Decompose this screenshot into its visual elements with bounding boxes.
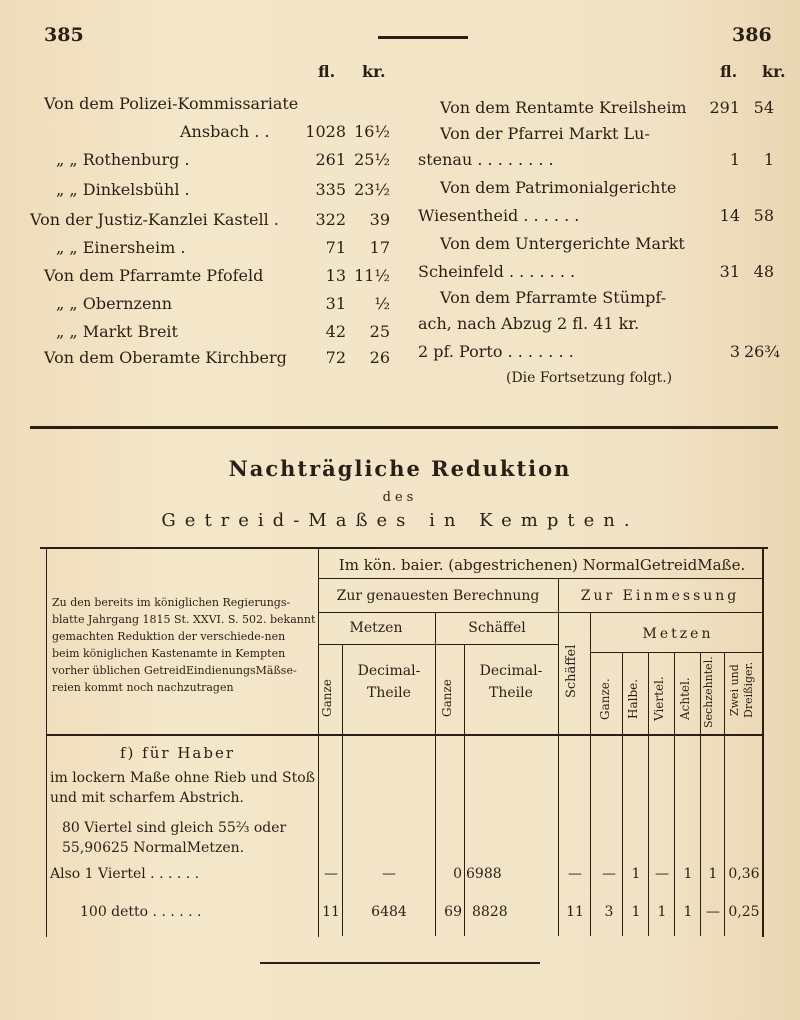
section-subtitle: Getreid-Maßes in Kempten. — [161, 510, 639, 531]
right-entry-label: Von dem Rentamte Kreilsheim — [440, 98, 687, 117]
left-entry-kr: 16½ — [354, 122, 390, 141]
left-entry-fl: 261 — [315, 150, 346, 169]
section-description: im lockern Maße ohne Rieb und Stoß und mit scharfem Abstrich. — [50, 770, 316, 806]
header-rule-1 — [318, 578, 764, 579]
cell-metzen-ganze: — — [324, 866, 338, 882]
right-kr-header: kr. — [762, 62, 786, 81]
cell-measure-ganze: — — [602, 866, 616, 882]
page-number-right: 386 — [732, 24, 772, 46]
right-entry-fl: 31 — [719, 262, 740, 281]
header-sub-halbe: Halbe. — [626, 678, 640, 720]
table-row-label: 100 detto . . . . . . — [80, 904, 202, 920]
col-divider — [674, 652, 675, 936]
left-entry-fl: 31 — [325, 294, 346, 313]
cell-measure-viertel: — — [655, 866, 669, 882]
cell-measure-achtel: 1 — [683, 866, 693, 882]
metzen-schaeffel-divider — [435, 612, 436, 936]
section-divider — [30, 426, 778, 429]
continuation-note: (Die Fortsetzung folgt.) — [506, 370, 673, 386]
cell-measure-zweiund: 0,25 — [728, 904, 760, 920]
left-entry-kr: 25 — [369, 322, 390, 341]
header-measure: Zur Einmessung — [580, 588, 740, 604]
right-entry-fl: 3 — [729, 342, 740, 361]
cell-metzen-decimal: — — [382, 866, 396, 882]
right-fl-header: fl. — [720, 62, 738, 81]
header-rule-3 — [318, 644, 558, 645]
left-kr-header: kr. — [362, 62, 386, 81]
cell-schaeffel-ganze: 0 — [453, 866, 462, 882]
table-top-rule — [40, 547, 768, 549]
header-sub-viertel: Viertel. — [652, 676, 666, 722]
left-entry-fl: 42 — [325, 322, 346, 341]
left-entry-kr: 25½ — [354, 150, 390, 169]
left-entry-fl: 322 — [315, 210, 346, 229]
page-number-left: 385 — [44, 24, 84, 46]
right-entry-label: Scheinfeld . . . . . . . — [418, 262, 576, 281]
right-entry-kr: 54 — [753, 98, 774, 117]
header-ganze-metzen: Ganze — [320, 679, 334, 717]
left-entry-kr: 39 — [369, 210, 390, 229]
header-rule-2 — [318, 612, 764, 613]
left-fl-header: fl. — [318, 62, 336, 81]
left-entry-kr: 23½ — [354, 180, 390, 199]
cell-measure-achtel: 1 — [683, 904, 693, 920]
left-entry-fl: 72 — [325, 348, 346, 367]
left-entry-label: Ansbach . . — [180, 122, 270, 141]
cell-measure-viertel: 1 — [657, 904, 667, 920]
left-entry-label: „ „ Markt Breit — [56, 322, 178, 341]
right-entry-label: Wiesentheid . . . . . . — [418, 206, 580, 225]
right-entry-label: Von dem Untergerichte Markt — [440, 234, 685, 253]
right-entry-label: Von dem Patrimonialgerichte — [440, 178, 677, 197]
right-entry-label: ach, nach Abzug 2 fl. 41 kr. — [418, 314, 640, 333]
cell-measure-sechzehntel: 1 — [708, 866, 718, 882]
left-entry-fl: 1028 — [305, 122, 346, 141]
table-divider-main — [318, 549, 319, 937]
cell-metzen-decimal: 6484 — [371, 904, 407, 920]
table-left-border — [46, 549, 47, 937]
left-entry-kr: ½ — [374, 294, 390, 313]
cell-measure-halbe: 1 — [631, 904, 641, 920]
header-decimal-schaeffel: Decimal-Theile — [479, 663, 543, 701]
left-entry-label: Von der Justiz-Kanzlei Kastell . — [30, 210, 279, 229]
cell-measure-schaeffel: 11 — [566, 904, 584, 920]
col-divider — [622, 652, 623, 936]
header-metzen-measure: Metzen — [642, 626, 714, 642]
left-entry-kr: 17 — [369, 238, 390, 257]
cell-measure-halbe: 1 — [631, 866, 641, 882]
right-entry-kr: 48 — [753, 262, 774, 281]
right-entry-fl: 1 — [729, 150, 740, 169]
right-entry-label: stenau . . . . . . . . — [418, 150, 554, 169]
left-entry-kr: 11½ — [354, 266, 390, 285]
table-row-label: Also 1 Viertel . . . . . . — [50, 866, 200, 882]
equivalence-note: 80 Viertel sind gleich 55⅔ oder 55,90625 NormalMetzen. — [62, 820, 287, 856]
table-left-note: Zu den bereits im königlichen Regierungs-blatte Jahrgang 1815 St. XXVI. S. 502. bekannt gemachten Reduktion der verschiede-nen beim königlichen Kastenamte in Kempten vorher üblichen GetreidEindienungsMäßse-reien kommt noch nachzutragen — [52, 596, 316, 694]
left-entry-fl: 71 — [325, 238, 346, 257]
cell-schaeffel-decimal: 6988 — [466, 866, 502, 882]
right-entry-fl: 14 — [719, 206, 740, 225]
right-entry-label: 2 pf. Porto . . . . . . . — [418, 342, 574, 361]
left-entry-label: „ „ Obernzenn — [56, 294, 173, 313]
left-entry-kr: 26 — [369, 348, 390, 367]
right-entry-label: Von dem Pfarramte Stümpf- — [440, 288, 667, 307]
header-sub-sechzehntel: Sechzehntel. — [702, 656, 715, 728]
right-entry-fl: 291 — [709, 98, 740, 117]
table-right-border — [762, 549, 764, 937]
right-entry-kr: 1 — [763, 150, 774, 169]
header-decimal-metzen: Decimal-Theile — [357, 663, 421, 701]
left-entry-label: Von dem Pfarramte Pfofeld — [44, 266, 264, 285]
right-entry-kr: 58 — [753, 206, 774, 225]
table-top-header: Im kön. baier. (abgestrichenen) NormalGetreidMaße. — [338, 556, 746, 574]
header-sub-zweiund: Zwei und Dreißiger. — [728, 661, 755, 719]
header-schaeffel-measure: Schäffel — [564, 644, 579, 698]
header-sub-achtel: Achtel. — [678, 677, 692, 721]
left-entry-fl: 13 — [325, 266, 346, 285]
right-entry-kr: 26¾ — [744, 342, 780, 361]
left-entry-label: „ „ Dinkelsbühl . — [56, 180, 190, 199]
left-entry-fl: 335 — [315, 180, 346, 199]
header-schaeffel: Schäffel — [468, 620, 526, 636]
col-divider — [342, 644, 343, 936]
header-rule — [378, 36, 468, 39]
cell-measure-sechzehntel: — — [706, 904, 720, 920]
header-sub-ganze: Ganze. — [598, 678, 612, 720]
col-divider — [724, 652, 725, 936]
header-bottom-rule — [46, 734, 764, 736]
section-title: Nachträgliche Reduktion — [228, 456, 572, 481]
col-divider — [700, 652, 701, 936]
right-entry-label: Von der Pfarrei Markt Lu- — [440, 124, 650, 143]
header-metzen: Metzen — [349, 620, 403, 636]
left-entry-label: „ „ Einersheim . — [56, 238, 186, 257]
bottom-rule — [260, 962, 540, 964]
left-entry-label: Von dem Polizei-Kommissariate — [44, 94, 299, 113]
col-divider — [648, 652, 649, 936]
cell-metzen-ganze: 11 — [322, 904, 340, 920]
cell-measure-zweiund: 0,36 — [728, 866, 760, 882]
schaeffel-measure-divider — [590, 612, 591, 936]
cell-measure-schaeffel: — — [568, 866, 582, 882]
col-divider — [464, 644, 465, 936]
left-entry-label: Von dem Oberamte Kirchberg — [44, 348, 287, 367]
cell-schaeffel-decimal: 8828 — [472, 904, 508, 920]
left-entry-label: „ „ Rothenburg . — [56, 150, 190, 169]
section-title-des: des — [382, 490, 418, 505]
cell-schaeffel-ganze: 69 — [444, 904, 462, 920]
group-divider — [558, 578, 559, 936]
cell-measure-ganze: 3 — [604, 904, 614, 920]
header-ganze-schaeffel: Ganze — [440, 679, 454, 717]
section-heading: f) für Haber — [120, 744, 235, 762]
header-exact-calc: Zur genauesten Berechnung — [336, 588, 540, 604]
